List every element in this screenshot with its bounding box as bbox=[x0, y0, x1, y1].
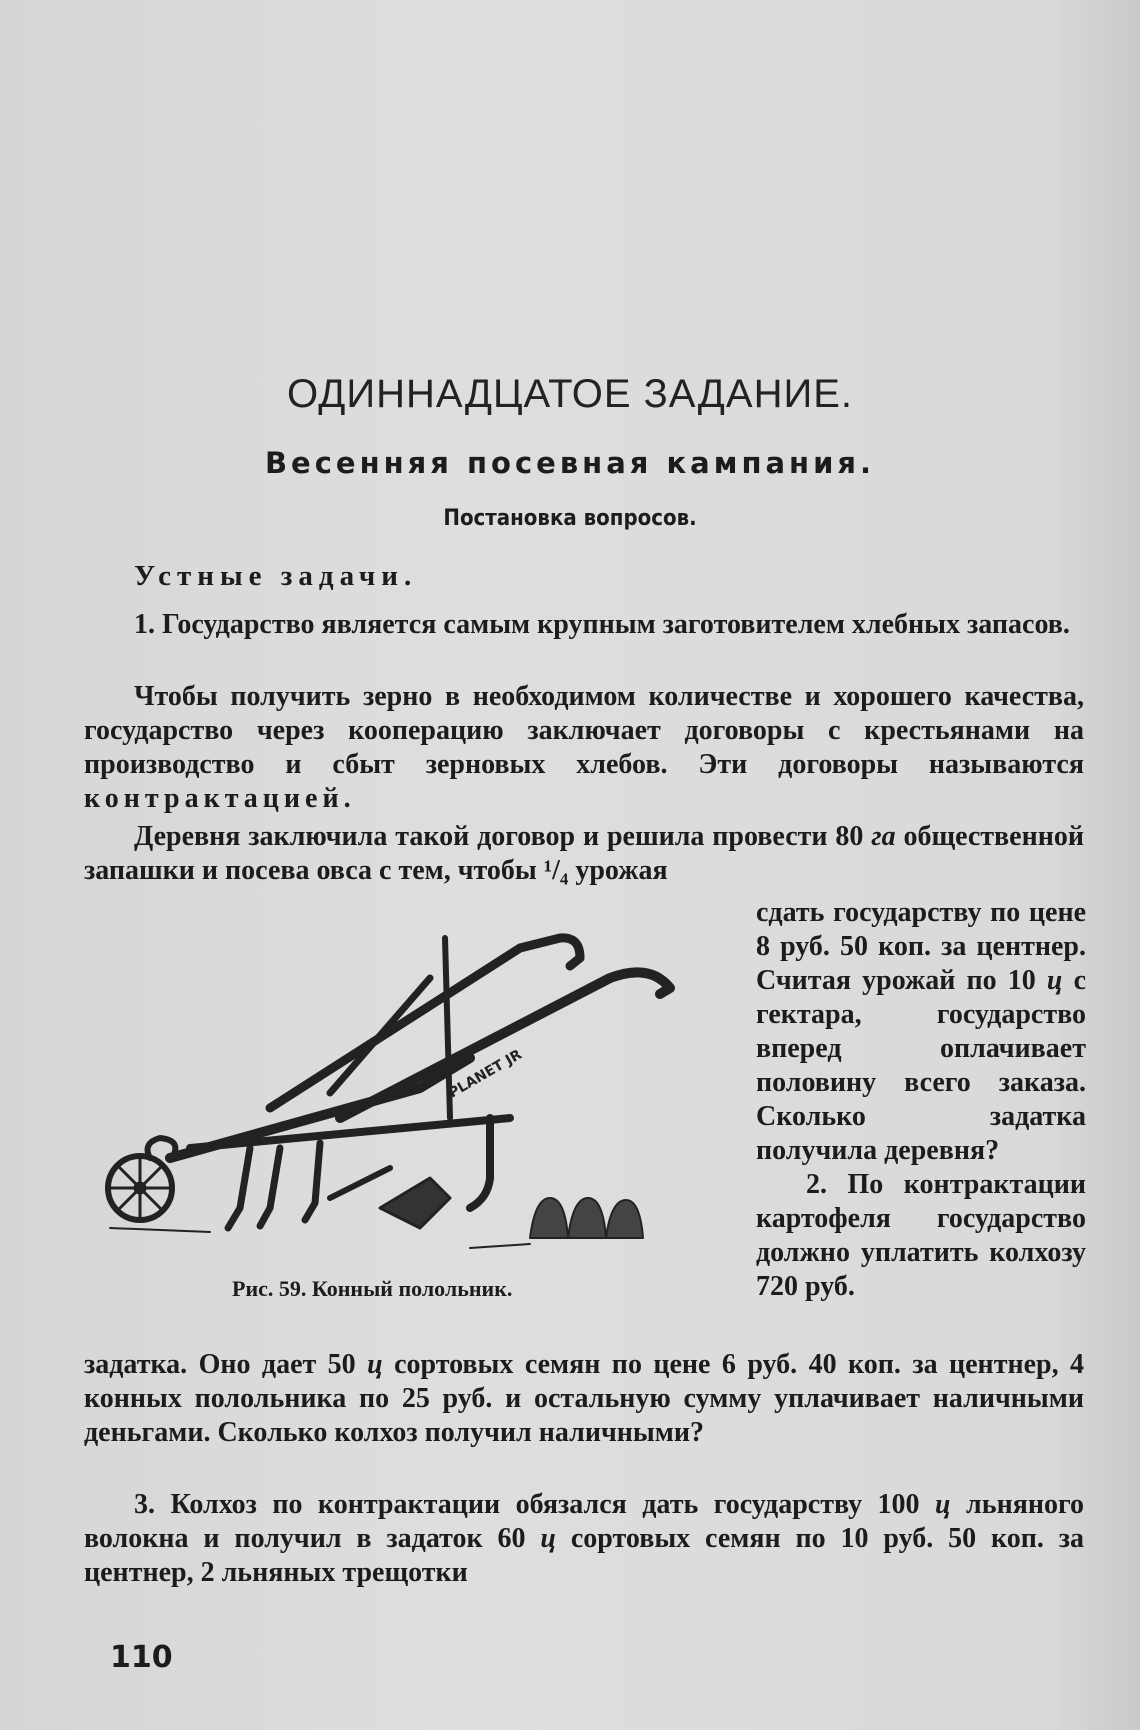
paragraph-4-text-b: сортовых семян по цене 6 руб. 40 коп. за центнер, 4 конных полольника по 25 руб. и остальную сумму уплачивает наличными деньгами. Сколько колхоз получил наличными? bbox=[84, 1349, 1084, 1448]
side-column-text-b: с гектара, государство вперед оплачивает половину всего заказа. Сколько задатка получила деревня? bbox=[756, 965, 1087, 1166]
paragraph-2 bbox=[84, 680, 1084, 816]
paragraph-5-text-c: сортовых семян по 10 руб. 50 коп. за центнер, 2 льняных трещотки bbox=[84, 1523, 1085, 1588]
subsection-heading: Устные задачи. bbox=[134, 560, 418, 592]
paragraph-3 bbox=[84, 820, 1084, 888]
unit-c-4: ц bbox=[540, 1523, 556, 1554]
section-heading: Постановка вопросов. bbox=[443, 506, 697, 531]
unit-c-2: ц bbox=[367, 1349, 383, 1380]
unit-c: ц bbox=[1046, 965, 1063, 996]
paragraph-5-text-b: льняного волокна и получил в задаток 60 bbox=[84, 1489, 1084, 1554]
unit-ha: га bbox=[871, 821, 896, 852]
chapter-subtitle: Весенняя посевная кампания. bbox=[264, 446, 876, 480]
paragraph-3-text-b: общественной запашки и посева овса с тем, чтобы ¹/₄ урожая bbox=[84, 821, 1085, 886]
chapter-title: ОДИННАДЦАТОЕ ЗАДАНИЕ. bbox=[287, 372, 853, 416]
paragraph-1-text: 1. Государство является самым крупным заготовителем хлебных запасов. bbox=[134, 609, 1070, 640]
cultivator-illustration bbox=[90, 908, 740, 1268]
side-column-text: сдать государству по цене 8 руб. 50 коп. за центнер. Считая урожай по 10 bbox=[756, 897, 1086, 996]
figure-caption: Рис. 59. Конный полольник. bbox=[232, 1276, 513, 1301]
paragraph-1 bbox=[84, 608, 1084, 642]
side-column bbox=[756, 896, 1086, 1304]
unit-c-3: ц bbox=[935, 1489, 951, 1520]
paragraph-3-text: Деревня заключила такой договор и решила провести 80 bbox=[134, 821, 864, 852]
emphasized-term: контрактацией. bbox=[84, 783, 356, 814]
paragraph-4 bbox=[84, 1348, 1084, 1450]
paragraph-5 bbox=[84, 1488, 1084, 1590]
page-number: 110 bbox=[110, 1640, 173, 1675]
problem-2-start: 2. По контрактации картофеля государство должно уплатить колхозу 720 руб. bbox=[756, 1169, 1086, 1302]
paragraph-4-text: задатка. Оно дает 50 bbox=[84, 1349, 356, 1380]
handle-right bbox=[340, 972, 670, 1118]
paragraph-5-text: 3. Колхоз по контрактации обязался дать государству 100 bbox=[134, 1489, 920, 1520]
paragraph-2-text: Чтобы получить зерно в необходимом количестве и хорошего качества, государство через кооперацию заключает договоры с крестьянами на производство и сбыт зерновых хлебов. Эти договоры называются bbox=[84, 681, 1084, 780]
handle-brand-text: PLANET JR bbox=[446, 1046, 525, 1102]
